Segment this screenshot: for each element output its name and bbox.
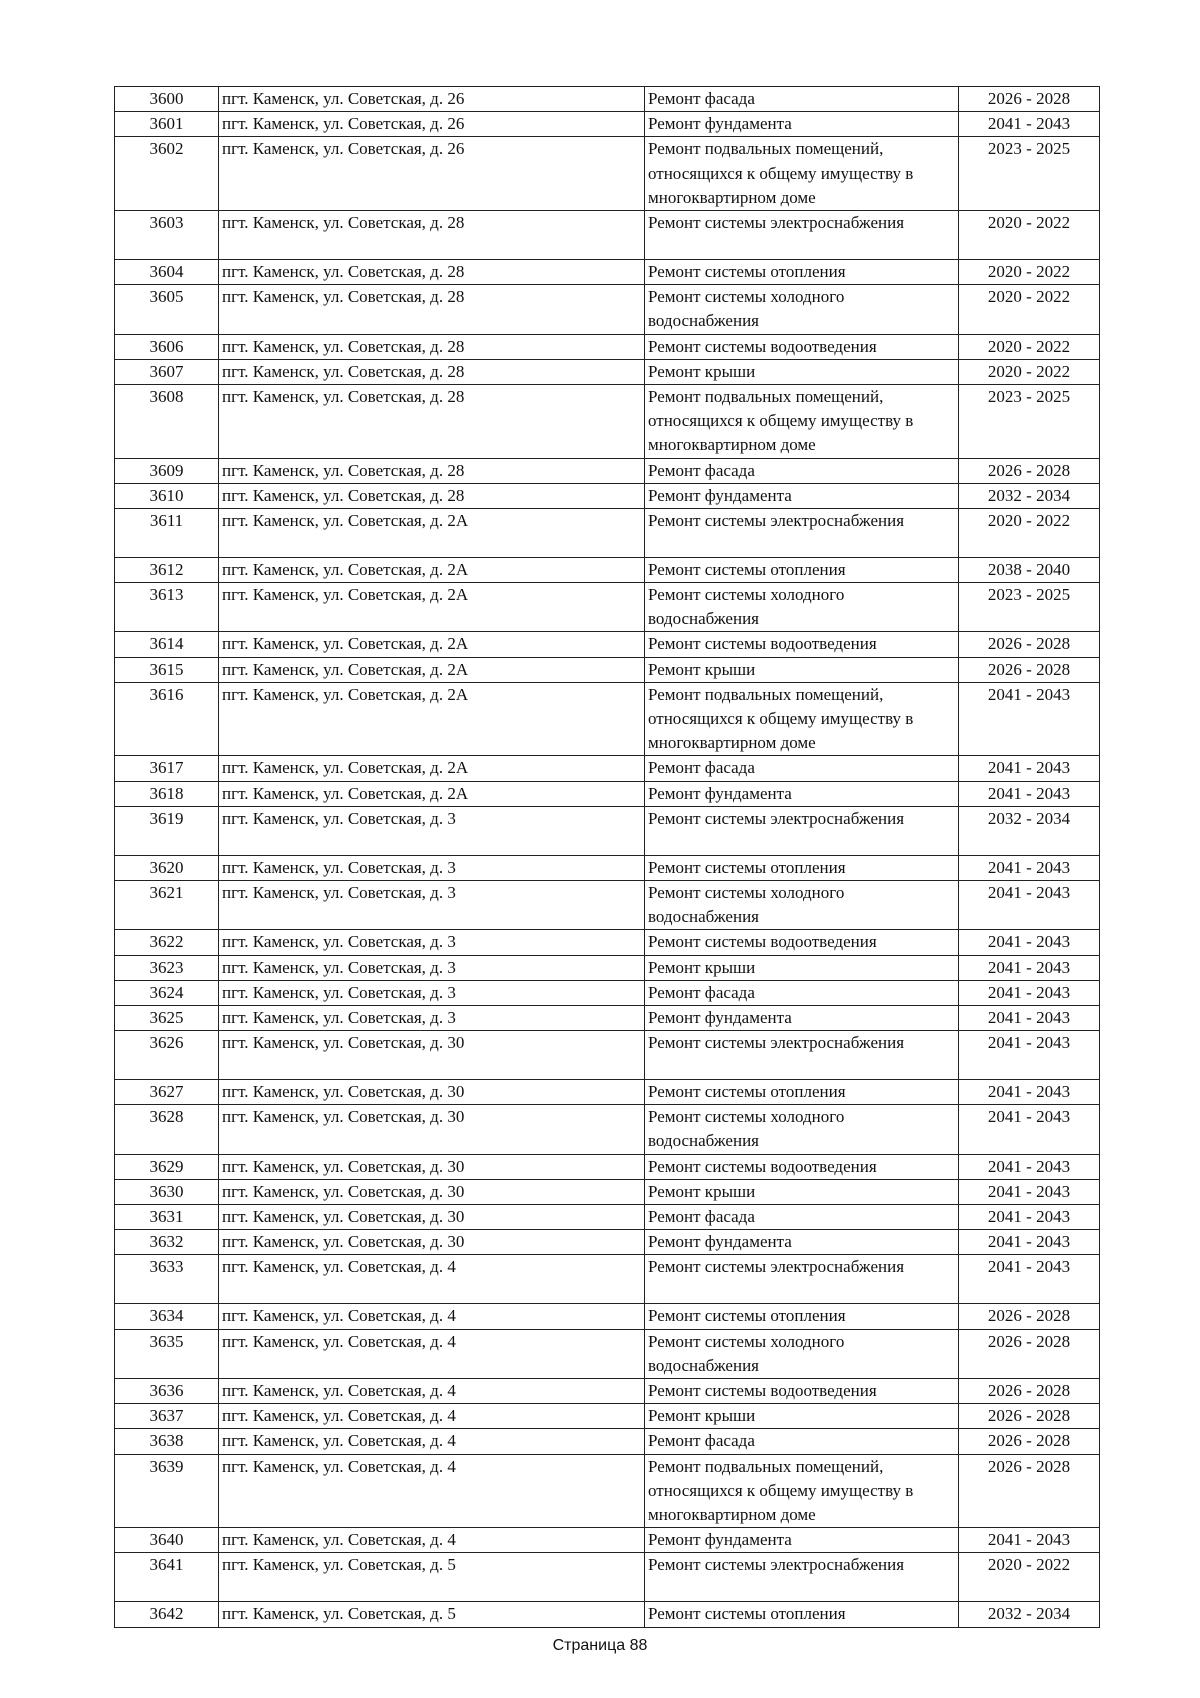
address-cell: пгт. Каменск, ул. Советская, д. 4: [219, 1429, 645, 1454]
address-cell: пгт. Каменск, ул. Советская, д. 28: [219, 334, 645, 359]
work-type-cell: Ремонт подвальных помещений, относящихся к общему имуществу в многоквартирном доме: [645, 1454, 959, 1528]
table-row: [115, 657, 1100, 682]
period-cell: 2041 - 2043: [959, 955, 1100, 980]
table-row: [115, 1154, 1100, 1179]
address-cell: пгт. Каменск, ул. Советская, д. 30: [219, 1179, 645, 1204]
period-cell: 2026 - 2028: [959, 1429, 1100, 1454]
row-number-cell: 3606: [115, 334, 219, 359]
table-row: [115, 1553, 1100, 1602]
period-cell: 2041 - 2043: [959, 880, 1100, 929]
table-row: [115, 384, 1100, 458]
period-cell: 2026 - 2028: [959, 87, 1100, 112]
work-type-cell: Ремонт системы электроснабжения: [645, 806, 959, 855]
work-type-cell: Ремонт фундамента: [645, 1230, 959, 1255]
row-number-cell: 3612: [115, 557, 219, 582]
work-type-cell: Ремонт системы электроснабжения: [645, 1031, 959, 1080]
address-cell: пгт. Каменск, ул. Советская, д. 30: [219, 1205, 645, 1230]
row-number-cell: 3635: [115, 1329, 219, 1378]
row-number-cell: 3634: [115, 1304, 219, 1329]
table-row: [115, 806, 1100, 855]
period-cell: 2023 - 2025: [959, 384, 1100, 458]
period-cell: 2026 - 2028: [959, 1329, 1100, 1378]
period-cell: 2020 - 2022: [959, 1553, 1100, 1602]
table-row: [115, 1005, 1100, 1030]
table-row: [115, 1404, 1100, 1429]
row-number-cell: 3605: [115, 285, 219, 334]
row-number-cell: 3617: [115, 756, 219, 781]
work-type-cell: Ремонт крыши: [645, 955, 959, 980]
row-number-cell: 3618: [115, 781, 219, 806]
row-number-cell: 3615: [115, 657, 219, 682]
table-row: [115, 1105, 1100, 1154]
row-number-cell: 3621: [115, 880, 219, 929]
work-type-cell: Ремонт системы отопления: [645, 259, 959, 284]
period-cell: 2041 - 2043: [959, 112, 1100, 137]
table-row: [115, 1454, 1100, 1528]
period-cell: 2032 - 2034: [959, 806, 1100, 855]
row-number-cell: 3623: [115, 955, 219, 980]
period-cell: 2041 - 2043: [959, 756, 1100, 781]
table-row: [115, 1429, 1100, 1454]
row-number-cell: 3641: [115, 1553, 219, 1602]
address-cell: пгт. Каменск, ул. Советская, д. 4: [219, 1378, 645, 1403]
work-type-cell: Ремонт фасада: [645, 1429, 959, 1454]
table-row: [115, 955, 1100, 980]
period-cell: 2023 - 2025: [959, 583, 1100, 632]
table-row: [115, 259, 1100, 284]
table-row: [115, 1329, 1100, 1378]
work-type-cell: Ремонт фундамента: [645, 781, 959, 806]
address-cell: пгт. Каменск, ул. Советская, д. 4: [219, 1454, 645, 1528]
table-row: [115, 1602, 1100, 1627]
period-cell: 2020 - 2022: [959, 508, 1100, 557]
period-cell: 2020 - 2022: [959, 211, 1100, 260]
work-type-cell: Ремонт крыши: [645, 359, 959, 384]
address-cell: пгт. Каменск, ул. Советская, д. 30: [219, 1105, 645, 1154]
period-cell: 2020 - 2022: [959, 285, 1100, 334]
address-cell: пгт. Каменск, ул. Советская, д. 26: [219, 137, 645, 211]
work-type-cell: Ремонт фасада: [645, 87, 959, 112]
address-cell: пгт. Каменск, ул. Советская, д. 4: [219, 1304, 645, 1329]
work-type-cell: Ремонт системы холодного водоснабжения: [645, 1105, 959, 1154]
work-type-cell: Ремонт системы холодного водоснабжения: [645, 1329, 959, 1378]
table-row: [115, 855, 1100, 880]
row-number-cell: 3604: [115, 259, 219, 284]
address-cell: пгт. Каменск, ул. Советская, д. 28: [219, 285, 645, 334]
address-cell: пгт. Каменск, ул. Советская, д. 2А: [219, 682, 645, 756]
work-type-cell: Ремонт системы электроснабжения: [645, 1255, 959, 1304]
page-number: Страница 88: [552, 1637, 648, 1654]
address-cell: пгт. Каменск, ул. Советская, д. 4: [219, 1329, 645, 1378]
work-type-cell: Ремонт крыши: [645, 1404, 959, 1429]
row-number-cell: 3609: [115, 458, 219, 483]
table-row: [115, 1179, 1100, 1204]
row-number-cell: 3608: [115, 384, 219, 458]
address-cell: пгт. Каменск, ул. Советская, д. 3: [219, 855, 645, 880]
table-row: [115, 1080, 1100, 1105]
table-row: [115, 483, 1100, 508]
row-number-cell: 3613: [115, 583, 219, 632]
table-body: [115, 87, 1100, 1628]
table-row: [115, 980, 1100, 1005]
address-cell: пгт. Каменск, ул. Советская, д. 4: [219, 1255, 645, 1304]
table-row: [115, 632, 1100, 657]
row-number-cell: 3630: [115, 1179, 219, 1204]
work-type-cell: Ремонт подвальных помещений, относящихся к общему имуществу в многоквартирном доме: [645, 682, 959, 756]
work-type-cell: Ремонт системы холодного водоснабжения: [645, 285, 959, 334]
work-type-cell: Ремонт фундамента: [645, 483, 959, 508]
table-row: [115, 1378, 1100, 1403]
table-row: [115, 211, 1100, 260]
address-cell: пгт. Каменск, ул. Советская, д. 3: [219, 1005, 645, 1030]
period-cell: 2041 - 2043: [959, 1031, 1100, 1080]
period-cell: 2026 - 2028: [959, 1454, 1100, 1528]
row-number-cell: 3633: [115, 1255, 219, 1304]
work-type-cell: Ремонт системы водоотведения: [645, 1154, 959, 1179]
row-number-cell: 3631: [115, 1205, 219, 1230]
address-cell: пгт. Каменск, ул. Советская, д. 4: [219, 1528, 645, 1553]
period-cell: 2026 - 2028: [959, 458, 1100, 483]
row-number-cell: 3639: [115, 1454, 219, 1528]
work-type-cell: Ремонт крыши: [645, 1179, 959, 1204]
row-number-cell: 3611: [115, 508, 219, 557]
address-cell: пгт. Каменск, ул. Советская, д. 30: [219, 1031, 645, 1080]
period-cell: 2032 - 2034: [959, 483, 1100, 508]
row-number-cell: 3622: [115, 930, 219, 955]
address-cell: пгт. Каменск, ул. Советская, д. 26: [219, 87, 645, 112]
work-type-cell: Ремонт системы холодного водоснабжения: [645, 583, 959, 632]
work-type-cell: Ремонт системы отопления: [645, 1080, 959, 1105]
address-cell: пгт. Каменск, ул. Советская, д. 2А: [219, 632, 645, 657]
row-number-cell: 3624: [115, 980, 219, 1005]
period-cell: 2041 - 2043: [959, 1255, 1100, 1304]
table-row: [115, 1255, 1100, 1304]
address-cell: пгт. Каменск, ул. Советская, д. 3: [219, 955, 645, 980]
row-number-cell: 3607: [115, 359, 219, 384]
period-cell: 2032 - 2034: [959, 1602, 1100, 1627]
work-type-cell: Ремонт фасада: [645, 458, 959, 483]
period-cell: 2020 - 2022: [959, 259, 1100, 284]
period-cell: 2041 - 2043: [959, 1080, 1100, 1105]
period-cell: 2041 - 2043: [959, 930, 1100, 955]
address-cell: пгт. Каменск, ул. Советская, д. 28: [219, 384, 645, 458]
table-row: [115, 1031, 1100, 1080]
address-cell: пгт. Каменск, ул. Советская, д. 2А: [219, 756, 645, 781]
period-cell: 2041 - 2043: [959, 682, 1100, 756]
work-type-cell: Ремонт системы электроснабжения: [645, 1553, 959, 1602]
period-cell: 2041 - 2043: [959, 1205, 1100, 1230]
period-cell: 2038 - 2040: [959, 557, 1100, 582]
work-type-cell: Ремонт системы холодного водоснабжения: [645, 880, 959, 929]
table-row: [115, 1528, 1100, 1553]
row-number-cell: 3601: [115, 112, 219, 137]
row-number-cell: 3629: [115, 1154, 219, 1179]
address-cell: пгт. Каменск, ул. Советская, д. 26: [219, 112, 645, 137]
work-type-cell: Ремонт системы электроснабжения: [645, 508, 959, 557]
address-cell: пгт. Каменск, ул. Советская, д. 28: [219, 211, 645, 260]
period-cell: 2041 - 2043: [959, 781, 1100, 806]
table-row: [115, 508, 1100, 557]
row-number-cell: 3640: [115, 1528, 219, 1553]
address-cell: пгт. Каменск, ул. Советская, д. 3: [219, 880, 645, 929]
work-type-cell: Ремонт фасада: [645, 980, 959, 1005]
address-cell: пгт. Каменск, ул. Советская, д. 28: [219, 458, 645, 483]
table-row: [115, 87, 1100, 112]
address-cell: пгт. Каменск, ул. Советская, д. 30: [219, 1080, 645, 1105]
row-number-cell: 3600: [115, 87, 219, 112]
address-cell: пгт. Каменск, ул. Советская, д. 28: [219, 359, 645, 384]
address-cell: пгт. Каменск, ул. Советская, д. 30: [219, 1230, 645, 1255]
row-number-cell: 3637: [115, 1404, 219, 1429]
row-number-cell: 3628: [115, 1105, 219, 1154]
address-cell: пгт. Каменск, ул. Советская, д. 2А: [219, 557, 645, 582]
period-cell: 2026 - 2028: [959, 1404, 1100, 1429]
row-number-cell: 3602: [115, 137, 219, 211]
work-type-cell: Ремонт системы водоотведения: [645, 1378, 959, 1403]
table-row: [115, 583, 1100, 632]
table-row: [115, 112, 1100, 137]
period-cell: 2041 - 2043: [959, 1005, 1100, 1030]
row-number-cell: 3636: [115, 1378, 219, 1403]
table-row: [115, 1205, 1100, 1230]
work-type-cell: Ремонт фундамента: [645, 1528, 959, 1553]
address-cell: пгт. Каменск, ул. Советская, д. 5: [219, 1553, 645, 1602]
address-cell: пгт. Каменск, ул. Советская, д. 2А: [219, 657, 645, 682]
work-type-cell: Ремонт системы водоотведения: [645, 930, 959, 955]
work-type-cell: Ремонт подвальных помещений, относящихся к общему имуществу в многоквартирном доме: [645, 137, 959, 211]
work-type-cell: Ремонт системы отопления: [645, 557, 959, 582]
address-cell: пгт. Каменск, ул. Советская, д. 30: [219, 1154, 645, 1179]
period-cell: 2041 - 2043: [959, 1179, 1100, 1204]
address-cell: пгт. Каменск, ул. Советская, д. 4: [219, 1404, 645, 1429]
period-cell: 2041 - 2043: [959, 980, 1100, 1005]
address-cell: пгт. Каменск, ул. Советская, д. 2А: [219, 781, 645, 806]
address-cell: пгт. Каменск, ул. Советская, д. 2А: [219, 508, 645, 557]
work-type-cell: Ремонт системы электроснабжения: [645, 211, 959, 260]
address-cell: пгт. Каменск, ул. Советская, д. 5: [219, 1602, 645, 1627]
address-cell: пгт. Каменск, ул. Советская, д. 3: [219, 980, 645, 1005]
period-cell: 2026 - 2028: [959, 657, 1100, 682]
row-number-cell: 3614: [115, 632, 219, 657]
work-type-cell: Ремонт крыши: [645, 657, 959, 682]
table-row: [115, 359, 1100, 384]
work-type-cell: Ремонт фасада: [645, 1205, 959, 1230]
table-row: [115, 781, 1100, 806]
work-type-cell: Ремонт системы водоотведения: [645, 632, 959, 657]
work-type-cell: Ремонт фасада: [645, 756, 959, 781]
work-type-cell: Ремонт системы отопления: [645, 1304, 959, 1329]
period-cell: 2026 - 2028: [959, 1304, 1100, 1329]
period-cell: 2041 - 2043: [959, 1528, 1100, 1553]
row-number-cell: 3642: [115, 1602, 219, 1627]
work-type-cell: Ремонт фундамента: [645, 112, 959, 137]
row-number-cell: 3619: [115, 806, 219, 855]
table-row: [115, 880, 1100, 929]
period-cell: 2020 - 2022: [959, 359, 1100, 384]
row-number-cell: 3626: [115, 1031, 219, 1080]
table-row: [115, 1304, 1100, 1329]
work-type-cell: Ремонт системы отопления: [645, 855, 959, 880]
table-row: [115, 1230, 1100, 1255]
period-cell: 2020 - 2022: [959, 334, 1100, 359]
table-row: [115, 458, 1100, 483]
period-cell: 2023 - 2025: [959, 137, 1100, 211]
address-cell: пгт. Каменск, ул. Советская, д. 3: [219, 930, 645, 955]
row-number-cell: 3638: [115, 1429, 219, 1454]
work-type-cell: Ремонт фундамента: [645, 1005, 959, 1030]
row-number-cell: 3625: [115, 1005, 219, 1030]
period-cell: 2041 - 2043: [959, 1230, 1100, 1255]
period-cell: 2041 - 2043: [959, 855, 1100, 880]
period-cell: 2041 - 2043: [959, 1105, 1100, 1154]
table-row: [115, 285, 1100, 334]
period-cell: 2041 - 2043: [959, 1154, 1100, 1179]
period-cell: 2026 - 2028: [959, 1378, 1100, 1403]
repair-schedule-table: [114, 86, 1100, 1628]
row-number-cell: 3616: [115, 682, 219, 756]
table-row: [115, 137, 1100, 211]
table-row: [115, 930, 1100, 955]
work-type-cell: Ремонт системы отопления: [645, 1602, 959, 1627]
table-row: [115, 557, 1100, 582]
address-cell: пгт. Каменск, ул. Советская, д. 28: [219, 259, 645, 284]
address-cell: пгт. Каменск, ул. Советская, д. 3: [219, 806, 645, 855]
row-number-cell: 3627: [115, 1080, 219, 1105]
row-number-cell: 3610: [115, 483, 219, 508]
table-row: [115, 334, 1100, 359]
work-type-cell: Ремонт подвальных помещений, относящихся к общему имуществу в многоквартирном доме: [645, 384, 959, 458]
table-row: [115, 682, 1100, 756]
work-type-cell: Ремонт системы водоотведения: [645, 334, 959, 359]
period-cell: 2026 - 2028: [959, 632, 1100, 657]
row-number-cell: 3603: [115, 211, 219, 260]
table-row: [115, 756, 1100, 781]
row-number-cell: 3632: [115, 1230, 219, 1255]
address-cell: пгт. Каменск, ул. Советская, д. 2А: [219, 583, 645, 632]
row-number-cell: 3620: [115, 855, 219, 880]
address-cell: пгт. Каменск, ул. Советская, д. 28: [219, 483, 645, 508]
